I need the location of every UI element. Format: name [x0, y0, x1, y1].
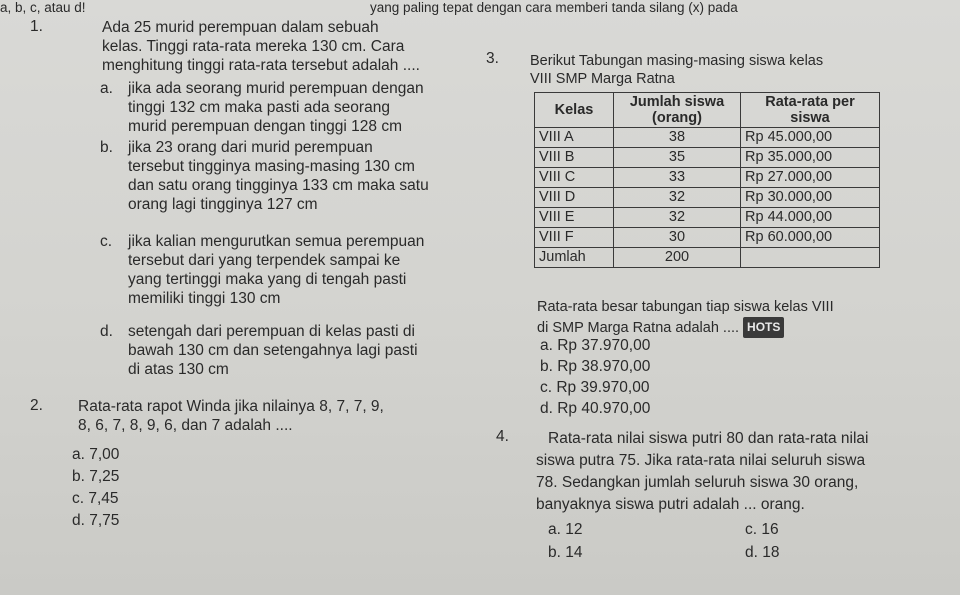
- q3-intro: Berikut Tabungan masing-masing siswa kelas VIII SMP Marga Ratna: [530, 53, 824, 87]
- q4-stem: Rata-rata nilai siswa putri 80 dan rata-rata nilai siswa putra 75. Jika rata-rata nilai seluruh siswa 78. Sedangkan jumlah seluruh siswa 30 orang, banyaknya siswa putri adalah ... orang.: [536, 430, 869, 513]
- savings-table: [534, 92, 880, 268]
- top-left-fragment: a, b, c, atau d!: [0, 0, 86, 15]
- table-row-total: Jumlah 200: [535, 248, 880, 268]
- q2-number: 2.: [30, 397, 43, 414]
- q2-options[interactable]: [72, 444, 119, 532]
- table-row: VIII C 33 Rp 27.000,00: [535, 168, 880, 188]
- q1-stem: Ada 25 murid perempuan dalam sebuah kelas. Tinggi rata-rata mereka 130 cm. Cara menghitung tinggi rata-rata tersebut adalah ....: [102, 19, 420, 74]
- q3-options[interactable]: [540, 335, 650, 419]
- q2-option-a[interactable]: a. 7,00: [72, 446, 120, 463]
- q3-option-c[interactable]: c. Rp 39.970,00: [540, 379, 650, 396]
- q3-option-b[interactable]: b. Rp 38.970,00: [540, 358, 651, 375]
- table-row: VIII F 30 Rp 60.000,00: [535, 228, 880, 248]
- q3-option-a[interactable]: a. Rp 37.970,00: [540, 337, 651, 354]
- q1-option-a[interactable]: a. jika ada seorang murid perempuan dengan tinggi 132 cm maka pasti ada seorang murid perempuan dengan tinggi 128 cm: [100, 80, 424, 135]
- table-header-jumlah: Jumlah siswa (orang): [614, 93, 741, 128]
- top-right-fragment: yang paling tepat dengan cara memberi tanda silang (x) pada: [370, 0, 738, 15]
- table-row: VIII B 35 Rp 35.000,00: [535, 148, 880, 168]
- q4-option-d[interactable]: d. 18: [745, 544, 780, 561]
- q4-number: 4.: [496, 428, 509, 445]
- q4-option-c[interactable]: c. 16: [745, 521, 779, 538]
- q1-option-c[interactable]: c. jika kalian mengurutkan semua perempuan tersebut dari yang terpendek sampai ke yang tertinggi maka yang di tengah pasti memiliki tinggi 130 cm: [100, 233, 425, 307]
- table-row: VIII E 32 Rp 44.000,00: [535, 208, 880, 228]
- q1-number: 1.: [30, 18, 43, 35]
- q3-number: 3.: [486, 50, 499, 67]
- table-row: VIII D 32 Rp 30.000,00: [535, 188, 880, 208]
- q4-option-b[interactable]: b. 14: [548, 544, 583, 561]
- table-header-row: [535, 93, 880, 128]
- table-header-kelas: Kelas: [535, 93, 614, 128]
- hots-badge: HOTS: [743, 317, 784, 338]
- table-row: VIII A 38 Rp 45.000,00: [535, 128, 880, 148]
- table-header-rata: Rata-rata per siswa: [741, 93, 880, 128]
- q2-stem: Rata-rata rapot Winda jika nilainya 8, 7, 7, 9, 8, 6, 7, 8, 9, 6, dan 7 adalah ....: [78, 398, 384, 434]
- q2-option-d[interactable]: d. 7,75: [72, 512, 120, 529]
- q4-option-a[interactable]: a. 12: [548, 521, 583, 538]
- q2-option-c[interactable]: c. 7,45: [72, 490, 119, 507]
- q2-option-b[interactable]: b. 7,25: [72, 468, 120, 485]
- q1-option-b[interactable]: b. jika 23 orang dari murid perempuan tersebut tingginya masing-masing 130 cm dan satu orang tingginya 133 cm maka satu orang lagi tingginya 127 cm: [100, 139, 429, 213]
- q3-option-d[interactable]: d. Rp 40.970,00: [540, 400, 651, 417]
- q1-option-d[interactable]: d. setengah dari perempuan di kelas pasti di bawah 130 cm dan setengahnya lagi pasti di atas 130 cm: [100, 323, 418, 378]
- q3-question: Rata-rata besar tabungan tiap siswa kelas VIII di SMP Marga Ratna adalah .... HOTS: [537, 299, 834, 336]
